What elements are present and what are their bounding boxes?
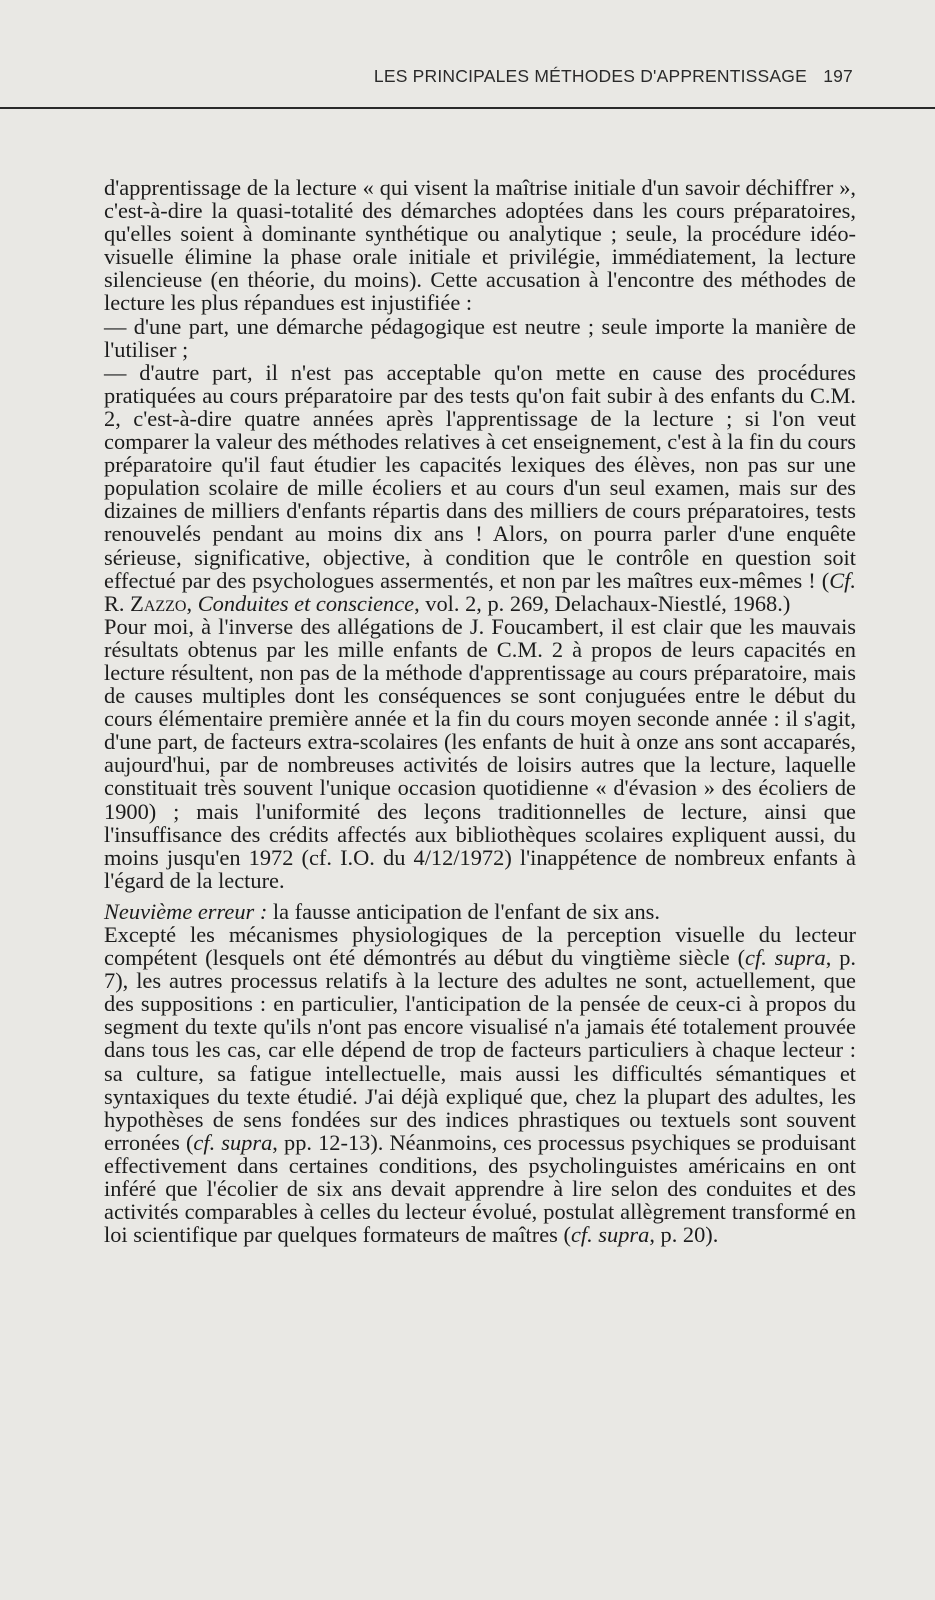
- paragraph-final: [104, 923, 856, 1246]
- citation-open: (: [821, 567, 830, 593]
- running-head: [0, 64, 935, 92]
- final-ref-2: cf. supra: [193, 1129, 273, 1155]
- second-point-text: — d'autre part, il n'est pas acceptable qu'on mette en cause des procédures pratiquées au cours préparatoire par des tests qu'on fait subir à des enfants du C.M. 2, c'est-à-dire quatre années après l'apprentissage de la lecture ; si l'on veut comparer la valeur des méthodes relatives à cet enseignement, c'est à la fin du cours préparatoire qu'il faut étudier les capacités lexiques des élèves, non pas sur une population scolaire de mille écoliers et au cours d'un seul examen, mais sur des dizaines de milliers d'enfants répartis dans des milliers de cours préparatoires, tests renouvelés pendant au moins dix ans ! Alors, on pourra parler d'une enquête sérieuse, significative, objective, à condition que le contrôle en question soit effectué par des psychologues assermentés, et non par les maîtres eux-mêmes !: [104, 359, 856, 593]
- final-part-3: , pp. 12-13). Néanmoins, ces processus psychiques se produisant effectivement dans certaines conditions, des psycholinguistes américains en ont inféré que l'écolier de six ans devait apprendre à lire selon des conduites et des activités comparables à celles du lecteur évolué, postulat allègrement transformé en loi scientifique par quelques formateurs de maîtres (: [104, 1129, 856, 1248]
- citation-work: Conduites et conscience: [197, 590, 415, 616]
- paragraph-first-point: — d'une part, une démarche pédagogique est neutre ; seule importe la manière de l'utiliser ;: [104, 313, 856, 362]
- citation-author: Zazzo: [130, 590, 187, 616]
- chapter-title: LES PRINCIPALES MÉTHODES D'APPRENTISSAGE: [373, 66, 807, 86]
- paragraph-second-point: [104, 361, 856, 615]
- paragraph-foucambert: Pour moi, à l'inverse des allégations de J. Foucambert, il est clair que les mauvais résultats obtenus par les mille enfants de C.M. 2 à propos de leurs capacités en lecture résultent, non pas de la méthode d'apprentissage au cours préparatoire, mais de causes multiples dont les conséquences se sont conjuguées entre le début du cours élémentaire première année et la fin du cours moyen seconde année : il s'agit, d'une part, de facteurs extra-scolaires (les enfants de huit à onze ans sont accaparés, aujourd'hui, par de nombreuses activités de loisirs autres que la lecture, laquelle constituait très souvent l'unique occasion quotidienne « d'évasion » des écoliers de 1900) ; mais l'uniformité des leçons traditionnelles de lecture, ainsi que l'insuffisance des crédits affectés aux bibliothèques scolaires expliquent aussi, du moins jusqu'en 1972 (cf. I.O. du 4/12/1972) l'inappétence de nombreux enfants à l'égard de la lecture.: [104, 613, 856, 893]
- citation-author-initial: R.: [104, 590, 125, 616]
- ninth-error-heading: [104, 900, 856, 923]
- paragraph-intro: d'apprentissage de la lecture « qui visent la maîtrise initiale d'un savoir déchiffrer », c'est-à-dire la quasi-totalité des démarches adoptées dans les cours préparatoires, qu'elles soient à dominante synthétique ou analytique ; seule, la procédure idéo-visuelle élimine la phase orale initiale et privilégie, immédiatement, la lecture silencieuse (en théorie, du moins). Cette accusation à l'encontre des méthodes de lecture les plus répandues est injustifiée :: [104, 175, 856, 316]
- ninth-error-text: la fausse anticipation de l'enfant de six ans.: [267, 898, 660, 924]
- header-rule: [0, 107, 935, 109]
- citation-sep: ,: [186, 590, 193, 616]
- citation-rest: , vol. 2, p. 269, Delachaux-Niestlé, 1968.): [414, 590, 791, 616]
- final-part-4: , p. 20).: [649, 1222, 719, 1248]
- page-number: 197: [823, 66, 853, 86]
- final-part-1: Excepté les mécanismes physiologiques de la perception visuelle du lecteur compétent (lesquels ont été démontrés au début du vingtième siècle (: [104, 922, 856, 971]
- final-ref-1: cf. supra: [745, 945, 826, 971]
- ninth-error-label: Neuvième erreur :: [104, 898, 268, 924]
- body-text: [104, 176, 856, 1246]
- final-part-2: , p. 7), les autres processus relatifs à la lecture des adultes ne sont, actuellement, que des suppositions : en particulier, l'anticipation de la pensée de ceux-ci à propos du segment du texte qu'ils n'ont pas encore visualisé n'a jamais été totalement prouvée dans tous les cas, car elle dépend de trop de facteurs particuliers à chaque lecteur : sa culture, sa fatigue intellectuelle, mais aussi les difficultés sémantiques et syntaxiques du texte étudié. J'ai déjà expliqué que, chez la plupart des adultes, les hypothèses de sens fondées sur des indices phrastiques ou textuels sont souvent erronées (: [104, 945, 856, 1155]
- citation-cf: Cf.: [829, 567, 856, 593]
- final-ref-3: cf. supra: [570, 1222, 650, 1248]
